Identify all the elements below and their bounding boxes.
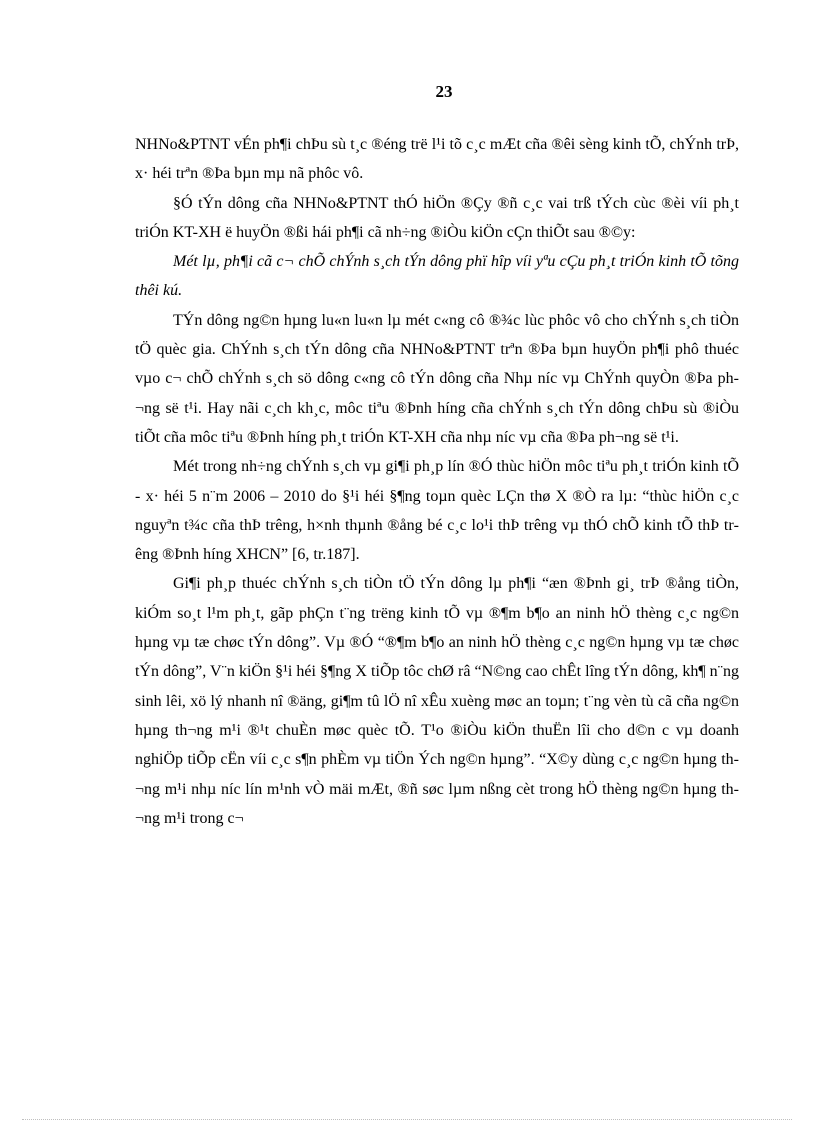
paragraph-5: Mét trong nh÷ng chÝnh s¸ch vµ gi¶i ph¸p lín ®Ó thùc hiÖn môc tiªu ph¸t triÓn kinh tÕ - x· héi 5 n¨m 2006 – 2010 do §¹i héi §¶ng toµn quèc LÇn thø X ®Ò ra lµ: “thùc hiÖn c¸c nguyªn t¾c cña thÞ trêng, h×nh thµnh ®ång bé c¸c lo¹i thÞ trêng vµ thÓ chÕ kinh tÕ thÞ trêng ®Þnh híng XHCN” [6, tr.187]. [135, 458, 739, 564]
paragraph-6: Gi¶i ph¸p thuéc chÝnh s¸ch tiÒn tÖ tÝn dông lµ ph¶i “æn ®Þnh gi¸ trÞ ®ång tiÒn, kiÓm so¸t l¹m ph¸t, gãp phÇn t¨ng trëng kinh tÕ vµ ®¶m b¶o an ninh hÖ thèng c¸c ng©n hµng vµ tæ chøc tÝn dông”. Vµ ®Ó “®¶m b¶o an ninh hÖ thèng c¸c ng©n hµng vµ tæ chøc tÝn dông”, V¨n kiÖn §¹i héi §¶ng X tiÕp tôc chØ râ “N©ng cao chÊt lîng tÝn dông, kh¶ n¨ng sinh lêi, xö lý nhanh nî ®äng, gi¶m tû lÖ nî xÊu xuèng møc an toµn; t¨ng vèn tù cã cña ng©n hµng th¬ng m¹i ®¹t chuÈn møc quèc tÕ. T¹o ®iÒu kiÖn thuËn lîi cho d©n c vµ doanh nghiÖp tiÕp cËn víi c¸c s¶n phÈm vµ tiÖn Ých ng©n hµng”. “X©y dùng c¸c ng©n hµng th¬ng m¹i nhµ níc lín m¹nh vÒ mäi mÆt, ®ñ søc lµm nßng cèt trong hÖ thèng ng©n hµng th¬ng m¹i trong c¬ [135, 575, 739, 827]
paragraph-1: NHNo&PTNT vÉn ph¶i chÞu sù t¸c ®éng trë l¹i tõ c¸c mÆt cña ®êi sèng kinh tÕ, chÝnh trÞ, x· héi trªn ®Þa bµn mµ nã phôc vô. [135, 136, 739, 183]
page-bottom-border [22, 1119, 792, 1120]
paragraph-2: §Ó tÝn dông cña NHNo&PTNT thÓ hiÖn ®Çy ®ñ c¸c vai trß tÝch cùc ®èi víi ph¸t triÓn KT-XH ë huyÖn ®ßi hái ph¶i cã nh÷ng ®iÒu kiÖn cÇn thiÕt sau ®©y: [135, 194, 739, 241]
paragraph-3-italic-heading: Mét lµ, ph¶i cã c¬ chÕ chÝnh s¸ch tÝn dông phï hîp víi yªu cÇu ph¸t triÓn kinh tÕ tõng thêi kú. [135, 253, 739, 300]
page-number: 23 [435, 82, 453, 101]
page-body [135, 130, 739, 833]
paragraph-4: TÝn dông ng©n hµng lu«n lu«n lµ mét c«ng cô ®¾c lùc phôc vô cho chÝnh s¸ch tiÒn tÖ quèc gia. ChÝnh s¸ch tÝn dông cña NHNo&PTNT trªn ®Þa bµn huyÖn ph¶i phô thuéc vµo c¬ chÕ chÝnh s¸ch sö dông c«ng cô tÝn dông cña Nhµ níc vµ ChÝnh quyÒn ®Þa ph¬ng së t¹i. Hay nãi c¸ch kh¸c, môc tiªu ®Þnh híng cña chÝnh s¸ch tÝn dông chÞu sù ®iÒu tiÕt cña môc tiªu ®Þnh híng ph¸t triÓn KT-XH cña nhµ níc vµ cña ®Þa ph¬ng së t¹i. [135, 311, 739, 446]
